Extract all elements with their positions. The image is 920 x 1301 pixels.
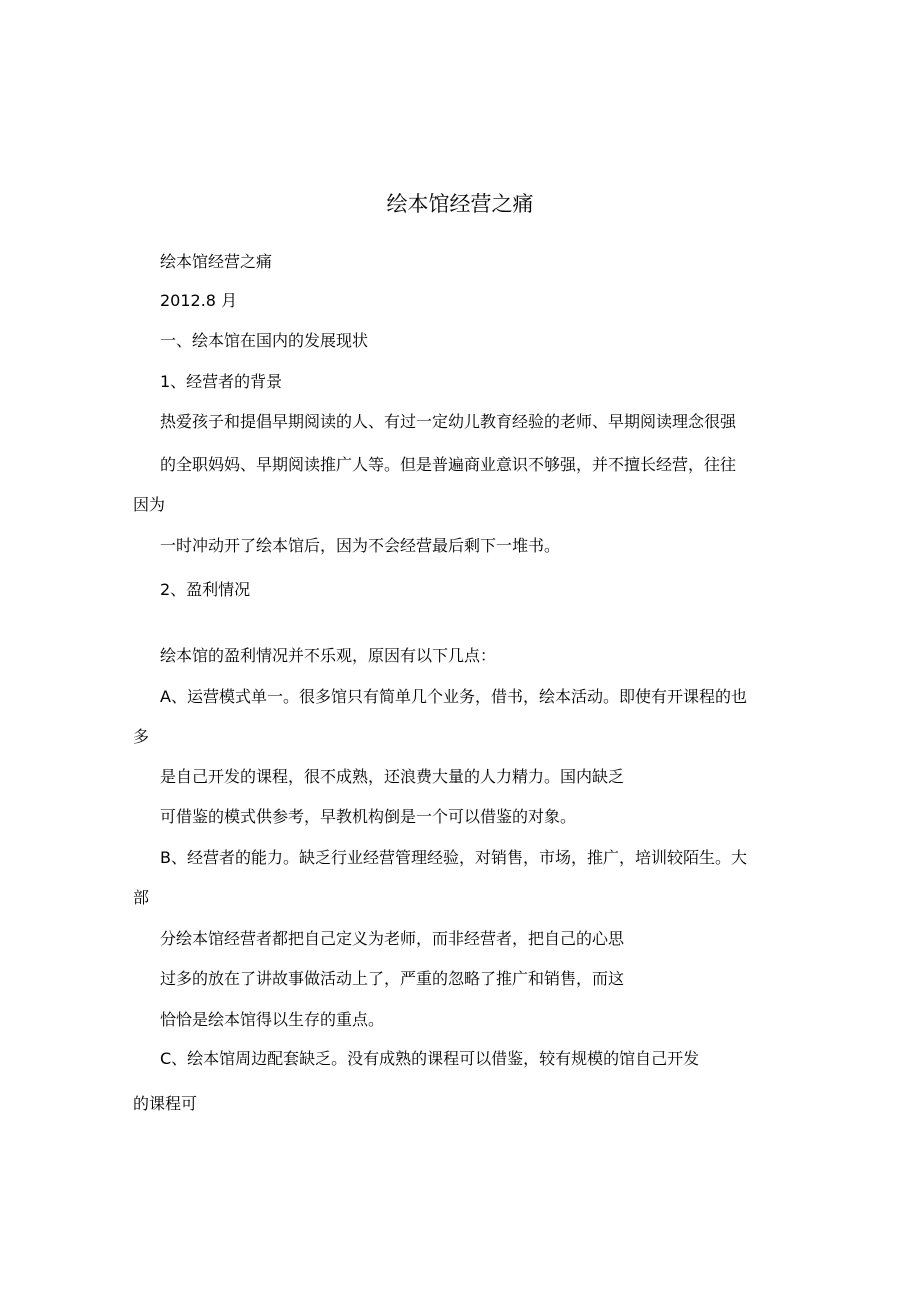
paragraph-line: C、绘本馆周边配套缺乏。没有成熟的课程可以借鉴，较有规模的馆自己开发	[160, 1049, 700, 1068]
document-subtitle: 绘本馆经营之痛	[160, 252, 273, 271]
paragraph-line: 是自己开发的课程，很不成熟，还浪费大量的人力精力。国内缺乏	[160, 767, 625, 786]
document-title: 绘本馆经营之痛	[386, 192, 534, 216]
paragraph-line: 过多的放在了讲故事做活动上了，严重的忽略了推广和销售，而这	[160, 969, 625, 988]
paragraph-line: 热爱孩子和提倡早期阅读的人、有过一定幼儿教育经验的老师、早期阅读理念很强	[160, 412, 737, 431]
document-date: 2012.8 月	[160, 291, 238, 310]
paragraph-line: 多	[133, 727, 150, 746]
paragraph-line: 因为	[133, 495, 166, 514]
item-heading: 1、经营者的背景	[160, 372, 283, 391]
paragraph-line: B、经营者的能力。缺乏行业经营管理经验，对销售，市场，推广，培训较陌生。大	[160, 848, 747, 867]
paragraph-line: 分绘本馆经营者都把自己定义为老师，而非经营者，把自己的心思	[160, 929, 625, 948]
section-heading: 一、绘本馆在国内的发展现状	[160, 331, 369, 350]
paragraph-line: 一时冲动开了绘本馆后，因为不会经营最后剩下一堆书。	[160, 536, 561, 555]
paragraph-line: 部	[133, 888, 150, 907]
paragraph-line: 恰恰是绘本馆得以生存的重点。	[160, 1010, 385, 1029]
paragraph-line: 可借鉴的模式供参考，早教机构倒是一个可以借鉴的对象。	[160, 807, 577, 826]
paragraph-line: 绘本馆的盈利情况并不乐观，原因有以下几点：	[160, 646, 497, 665]
paragraph-line: 的全职妈妈、早期阅读推广人等。但是普遍商业意识不够强，并不擅长经营，往往	[160, 455, 737, 474]
paragraph-line: A、运营模式单一。很多馆只有简单几个业务，借书，绘本活动。即使有开课程的也	[160, 687, 747, 706]
paragraph-line: 的课程可	[133, 1094, 198, 1113]
item-heading: 2、盈利情况	[160, 580, 251, 599]
